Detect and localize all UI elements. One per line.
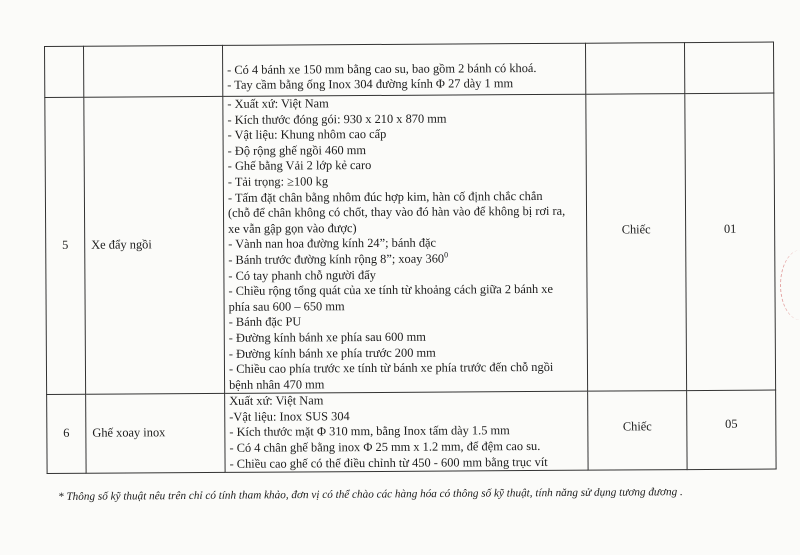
spec-line: - Ghế bằng Vải 2 lớp kẻ caro <box>227 158 372 174</box>
spec-line: - Vành nan hoa đường kính 24”; bánh đặc <box>228 235 437 252</box>
item-name: Ghế xoay inox <box>92 425 166 441</box>
unit-cell <box>588 391 687 471</box>
qty-cell <box>685 93 776 391</box>
spec-line: - Xuất xứ: Việt Nam <box>227 96 329 111</box>
unit-value: Chiếc <box>622 419 652 434</box>
qty-value: 05 <box>725 417 738 432</box>
spec-line: - Kích thước mặt Φ 310 mm, bằng Inox tấm dày 1.5 mm <box>229 423 510 440</box>
spec-cell <box>225 391 588 472</box>
spec-line: - Tay cầm bằng ống Inox 304 đường kính Φ 27 dày 1 mm <box>227 76 514 93</box>
spec-line: bệnh nhân 470 mm <box>229 376 325 392</box>
name-cell <box>84 45 223 97</box>
unit-cell <box>585 43 684 95</box>
stt-value: 5 <box>62 238 69 253</box>
spec-line: - Có tay phanh chỗ người đẩy <box>228 267 376 283</box>
spec-line: phía sau 600 – 650 mm <box>228 298 345 314</box>
spec-line: xe vẫn gập gọn vào được) <box>228 220 357 236</box>
spec-line: - Đường kính bánh xe phía sau 600 mm <box>228 329 426 345</box>
degree-sup: 0 <box>444 250 449 260</box>
spec-line: -Vật liệu: Inox SUS 304 <box>229 409 350 424</box>
unit-value: Chiếc <box>621 222 651 237</box>
spec-table <box>44 42 777 475</box>
spec-line: (chỗ để chân không có chốt, thay vào đó hàn vào để không bị rơi ra, <box>227 203 566 221</box>
table-row <box>45 42 774 97</box>
spec-line: - Có 4 bánh xe 150 mm bằng cao su, bao gồm 2 bánh có khoá. <box>227 60 537 77</box>
name-cell <box>86 394 225 474</box>
spec-line: - Chiều cao phía trước xe tính từ bánh xe phía trước đến chỗ ngồi <box>228 359 554 376</box>
spec-cell <box>223 94 588 393</box>
qty-cell <box>687 390 776 470</box>
name-cell <box>84 96 225 394</box>
qty-cell <box>684 42 773 94</box>
spec-cell <box>222 43 585 96</box>
spec-line: - Có 4 chân ghế bằng inox Φ 25 mm x 1.2 mm, để đệm cao su. <box>229 439 541 455</box>
stt-value: 6 <box>63 426 70 441</box>
stt-cell <box>45 46 84 97</box>
stt-cell <box>45 97 86 395</box>
spec-line: - Vật liệu: Khung nhôm cao cấp <box>227 127 387 143</box>
footnote: * Thông số kỹ thuật nêu trên chỉ có tính tham khảo, đơn vị có thể chào các hàng hóa có thông số kỹ thuật, tính năng sử dụng tương đương . <box>58 486 683 503</box>
stamp-edge-mark <box>780 250 800 320</box>
table-row <box>45 93 776 395</box>
spec-line-text: - Bánh trước đường kính rộng 8”; xoay 360 <box>228 251 445 267</box>
spec-line: Xuất xứ: Việt Nam <box>229 393 324 409</box>
spec-line: - Chiều rộng tổng quát của xe tính từ khoảng cách giữa 2 bánh xe <box>228 282 554 299</box>
qty-value: 01 <box>723 222 737 237</box>
table-row <box>47 390 776 473</box>
spec-line: - Chiều cao ghế có thể điều chỉnh từ 450 - 600 mm bằng trục vít <box>229 454 548 471</box>
spec-line: - Bánh đặc PU <box>228 314 302 330</box>
spec-line: - Tải trọng: ≥100 kg <box>227 174 329 189</box>
spec-line: - Kích thước đóng gói: 930 x 210 x 870 mm <box>227 111 447 127</box>
unit-cell <box>586 94 687 392</box>
stt-cell <box>47 395 86 474</box>
item-name: Xe đẩy ngồi <box>91 237 152 253</box>
spec-table-page <box>44 42 759 486</box>
spec-line: - Độ rộng ghế ngồi 460 mm <box>227 142 367 158</box>
spec-line: - Đường kính bánh xe phía trước 200 mm <box>228 345 436 361</box>
spec-line: - Tấm đặt chân bằng nhôm đúc hợp kim, hàn cố định chắc chắn <box>227 188 543 205</box>
